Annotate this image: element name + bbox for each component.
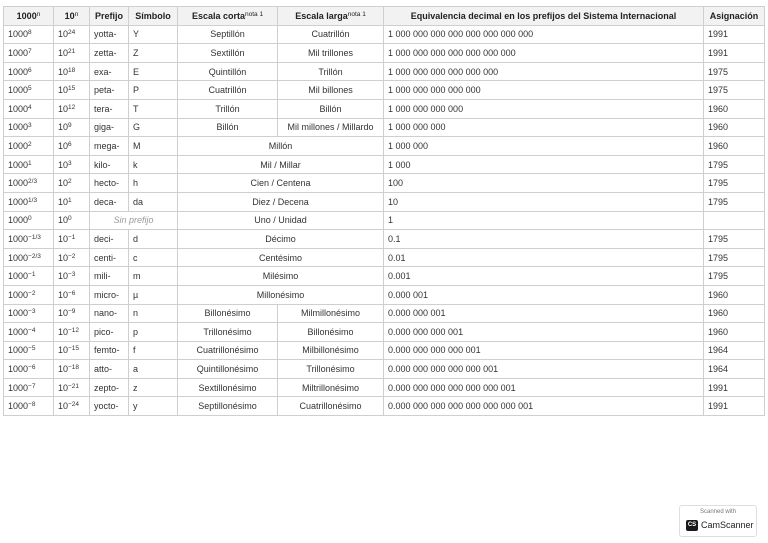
assignment-year-cell: 1795	[704, 248, 765, 267]
header-decimal-equivalence: Equivalencia decimal en los prefijos del Sistema Internacional	[384, 7, 704, 26]
prefix-cell: deca-	[90, 192, 129, 211]
symbol-cell: da	[129, 192, 178, 211]
power-of-10-cell: $10^{-1}$	[54, 230, 90, 249]
power-of-10-cell: $10^{-24}$	[54, 397, 90, 416]
decimal-equivalence-cell: 1 000 000 000 000 000	[384, 81, 704, 100]
long-scale-cell: Miltrillonésimo	[278, 378, 384, 397]
long-scale-cell: Mil trillones	[278, 44, 384, 63]
table-row	[4, 44, 765, 63]
assignment-year-cell: 1795	[704, 155, 765, 174]
header-symbol: Símbolo	[129, 7, 178, 26]
short-scale-cell: Trillón	[178, 99, 278, 118]
table-row	[4, 248, 765, 267]
long-scale-cell: Billón	[278, 99, 384, 118]
prefix-cell: peta-	[90, 81, 129, 100]
scale-name-cell: Cien / Centena	[178, 174, 384, 193]
note-link[interactable]: nota 1	[347, 10, 366, 18]
assignment-year-cell: 1960	[704, 137, 765, 156]
short-scale-cell: Billonésimo	[178, 304, 278, 323]
power-of-10-cell: $10^2$	[54, 174, 90, 193]
scale-name-cell: Millonésimo	[178, 285, 384, 304]
assignment-year-cell: 1960	[704, 99, 765, 118]
power-of-10-cell: $10^{21}$	[54, 44, 90, 63]
assignment-year-cell: 1975	[704, 62, 765, 81]
power-of-1000-cell: 1000$^5$	[4, 81, 54, 100]
power-of-10-cell: $10^{-18}$	[54, 360, 90, 379]
header-row	[4, 7, 765, 26]
table-row	[4, 62, 765, 81]
symbol-cell: M	[129, 137, 178, 156]
power-of-10-cell: $10^{24}$	[54, 25, 90, 44]
prefix-cell: giga-	[90, 118, 129, 137]
power-of-1000-cell: $1000^{1/3}$	[4, 192, 54, 211]
table-row	[4, 99, 765, 118]
short-scale-cell: Trillonésimo	[178, 323, 278, 342]
assignment-year-cell: 1795	[704, 230, 765, 249]
decimal-equivalence-cell: 0.000 000 000 000 001	[384, 341, 704, 360]
header-prefix: Prefijo	[90, 7, 129, 26]
decimal-equivalence-cell: 0.000 000 000 001	[384, 323, 704, 342]
decimal-equivalence-cell: 1 000 000 000	[384, 118, 704, 137]
decimal-equivalence-cell: 1 000 000 000 000 000 000 000	[384, 44, 704, 63]
decimal-equivalence-cell: 0.01	[384, 248, 704, 267]
decimal-equivalence-cell: 100	[384, 174, 704, 193]
symbol-cell: z	[129, 378, 178, 397]
power-of-1000-cell: $1000^{2/3}$	[4, 174, 54, 193]
table-row	[4, 397, 765, 416]
assignment-year-cell: 1964	[704, 341, 765, 360]
table-row	[4, 25, 765, 44]
symbol-cell: Z	[129, 44, 178, 63]
prefix-cell: mili-	[90, 267, 129, 286]
si-prefix-table	[3, 6, 765, 416]
power-of-10-cell: $10^{-2}$	[54, 248, 90, 267]
header-power-10: 10$^n$	[54, 7, 90, 26]
short-scale-cell: Septillonésimo	[178, 397, 278, 416]
power-of-1000-cell: $1000^{-2/3}$	[4, 248, 54, 267]
power-of-10-cell: $10^{-9}$	[54, 304, 90, 323]
header-long-scale: Escala larga$^{nota 1}$	[278, 7, 384, 26]
symbol-cell: E	[129, 62, 178, 81]
power-of-10-cell: $10^6$	[54, 137, 90, 156]
decimal-equivalence-cell: 1 000	[384, 155, 704, 174]
long-scale-cell: Cuatrillonésimo	[278, 397, 384, 416]
power-of-1000-cell: $1000^{-5}$	[4, 341, 54, 360]
short-scale-cell: Cuatrillonésimo	[178, 341, 278, 360]
no-prefix-cell: Sin prefijo	[90, 211, 178, 230]
short-scale-cell: Quintillonésimo	[178, 360, 278, 379]
watermark-brand: CamScanner	[701, 520, 754, 530]
table-row	[4, 323, 765, 342]
decimal-equivalence-cell: 0.000 001	[384, 285, 704, 304]
table-row	[4, 81, 765, 100]
power-of-1000-cell: 1000$^0$	[4, 211, 54, 230]
power-of-10-cell: $10^{15}$	[54, 81, 90, 100]
assignment-year-cell: 1795	[704, 267, 765, 286]
power-of-10-cell: $10^{-3}$	[54, 267, 90, 286]
symbol-cell: y	[129, 397, 178, 416]
prefix-cell: kilo-	[90, 155, 129, 174]
decimal-equivalence-cell: 1 000 000 000 000	[384, 99, 704, 118]
decimal-equivalence-cell: 10	[384, 192, 704, 211]
long-scale-cell: Mil billones	[278, 81, 384, 100]
prefix-cell: exa-	[90, 62, 129, 81]
power-of-1000-cell: $1000^{-6}$	[4, 360, 54, 379]
symbol-cell: µ	[129, 285, 178, 304]
scale-name-cell: Diez / Decena	[178, 192, 384, 211]
long-scale-cell: Trillonésimo	[278, 360, 384, 379]
prefix-cell: atto-	[90, 360, 129, 379]
table-row	[4, 378, 765, 397]
scale-name-cell: Décimo	[178, 230, 384, 249]
short-scale-cell: Sextillón	[178, 44, 278, 63]
prefix-cell: pico-	[90, 323, 129, 342]
scale-name-cell: Uno / Unidad	[178, 211, 384, 230]
power-of-1000-cell: 1000$^6$	[4, 62, 54, 81]
table-row	[4, 155, 765, 174]
decimal-equivalence-cell: 1 000 000 000 000 000 000	[384, 62, 704, 81]
prefix-cell: zepto-	[90, 378, 129, 397]
symbol-cell: m	[129, 267, 178, 286]
symbol-cell: d	[129, 230, 178, 249]
assignment-year-cell: 1991	[704, 397, 765, 416]
power-of-10-cell: $10^1$	[54, 192, 90, 211]
prefix-cell: micro-	[90, 285, 129, 304]
power-of-1000-cell: 1000$^4$	[4, 99, 54, 118]
power-of-1000-cell: 1000$^8$	[4, 25, 54, 44]
power-of-1000-cell: $1000^{-4}$	[4, 323, 54, 342]
long-scale-cell: Trillón	[278, 62, 384, 81]
scale-name-cell: Millón	[178, 137, 384, 156]
power-of-10-cell: $10^{-6}$	[54, 285, 90, 304]
symbol-cell: P	[129, 81, 178, 100]
camscanner-logo-icon: CS	[686, 520, 698, 531]
symbol-cell: h	[129, 174, 178, 193]
decimal-equivalence-cell: 1	[384, 211, 704, 230]
power-of-10-cell: $10^{12}$	[54, 99, 90, 118]
header-assignment: Asignación	[704, 7, 765, 26]
table-row	[4, 304, 765, 323]
power-of-1000-cell: $1000^{-8}$	[4, 397, 54, 416]
assignment-year-cell: 1975	[704, 81, 765, 100]
short-scale-cell: Quintillón	[178, 62, 278, 81]
table-row	[4, 267, 765, 286]
assignment-year-cell: 1960	[704, 323, 765, 342]
power-of-1000-cell: $1000^{-3}$	[4, 304, 54, 323]
prefix-cell: deci-	[90, 230, 129, 249]
prefix-cell: femto-	[90, 341, 129, 360]
table-row	[4, 230, 765, 249]
power-of-1000-cell: 1000$^3$	[4, 118, 54, 137]
long-scale-cell: Mil millones / Millardo	[278, 118, 384, 137]
scale-name-cell: Mil / Millar	[178, 155, 384, 174]
table-row	[4, 118, 765, 137]
power-of-1000-cell: $1000^{-1}$	[4, 267, 54, 286]
power-of-1000-cell: 1000$^2$	[4, 137, 54, 156]
power-of-10-cell: $10^{-15}$	[54, 341, 90, 360]
prefix-cell: hecto-	[90, 174, 129, 193]
symbol-cell: T	[129, 99, 178, 118]
assignment-year-cell: 1991	[704, 378, 765, 397]
long-scale-cell: Billonésimo	[278, 323, 384, 342]
table-row	[4, 137, 765, 156]
power-of-1000-cell: 1000$^7$	[4, 44, 54, 63]
scale-name-cell: Centésimo	[178, 248, 384, 267]
table-row	[4, 192, 765, 211]
table-row	[4, 285, 765, 304]
scale-name-cell: Milésimo	[178, 267, 384, 286]
camscanner-watermark	[679, 505, 757, 537]
short-scale-cell: Billón	[178, 118, 278, 137]
assignment-year-cell: 1960	[704, 118, 765, 137]
power-of-1000-cell: 1000$^1$	[4, 155, 54, 174]
power-of-10-cell: $10^{-21}$	[54, 378, 90, 397]
power-of-1000-cell: $1000^{-1/3}$	[4, 230, 54, 249]
symbol-cell: k	[129, 155, 178, 174]
power-of-10-cell: $10^3$	[54, 155, 90, 174]
header-power-1000: 1000$^n$	[4, 7, 54, 26]
assignment-year-cell	[704, 211, 765, 230]
decimal-equivalence-cell: 0.000 000 000 000 000 000 000 001	[384, 397, 704, 416]
assignment-year-cell: 1960	[704, 304, 765, 323]
assignment-year-cell: 1964	[704, 360, 765, 379]
symbol-cell: n	[129, 304, 178, 323]
power-of-1000-cell: $1000^{-2}$	[4, 285, 54, 304]
short-scale-cell: Septillón	[178, 25, 278, 44]
prefix-cell: centi-	[90, 248, 129, 267]
watermark-caption: Scanned with	[699, 509, 737, 515]
prefix-cell: zetta-	[90, 44, 129, 63]
symbol-cell: c	[129, 248, 178, 267]
decimal-equivalence-cell: 0.001	[384, 267, 704, 286]
power-of-10-cell: $10^0$	[54, 211, 90, 230]
symbol-cell: G	[129, 118, 178, 137]
decimal-equivalence-cell: 1 000 000 000 000 000 000 000 000	[384, 25, 704, 44]
symbol-cell: Y	[129, 25, 178, 44]
assignment-year-cell: 1960	[704, 285, 765, 304]
prefix-cell: yocto-	[90, 397, 129, 416]
long-scale-cell: Milmillonésimo	[278, 304, 384, 323]
symbol-cell: a	[129, 360, 178, 379]
table-row	[4, 341, 765, 360]
table-row	[4, 174, 765, 193]
symbol-cell: p	[129, 323, 178, 342]
decimal-equivalence-cell: 0.1	[384, 230, 704, 249]
prefix-cell: yotta-	[90, 25, 129, 44]
short-scale-cell: Cuatrillón	[178, 81, 278, 100]
assignment-year-cell: 1795	[704, 174, 765, 193]
power-of-10-cell: $10^{18}$	[54, 62, 90, 81]
long-scale-cell: Cuatrillón	[278, 25, 384, 44]
prefix-cell: mega-	[90, 137, 129, 156]
assignment-year-cell: 1991	[704, 25, 765, 44]
table-row	[4, 360, 765, 379]
note-link[interactable]: nota 1	[244, 10, 264, 18]
assignment-year-cell: 1991	[704, 44, 765, 63]
decimal-equivalence-cell: 1 000 000	[384, 137, 704, 156]
short-scale-cell: Sextillonésimo	[178, 378, 278, 397]
assignment-year-cell: 1795	[704, 192, 765, 211]
power-of-1000-cell: $1000^{-7}$	[4, 378, 54, 397]
header-short-scale: Escala corta$^{nota 1}$	[178, 7, 278, 26]
prefix-cell: tera-	[90, 99, 129, 118]
decimal-equivalence-cell: 0.000 000 000 000 000 000 001	[384, 378, 704, 397]
decimal-equivalence-cell: 0.000 000 000 000 000 001	[384, 360, 704, 379]
power-of-10-cell: $10^{-12}$	[54, 323, 90, 342]
long-scale-cell: Milbillonésimo	[278, 341, 384, 360]
decimal-equivalence-cell: 0.000 000 001	[384, 304, 704, 323]
table-row	[4, 211, 765, 230]
symbol-cell: f	[129, 341, 178, 360]
power-of-10-cell: $10^9$	[54, 118, 90, 137]
prefix-cell: nano-	[90, 304, 129, 323]
